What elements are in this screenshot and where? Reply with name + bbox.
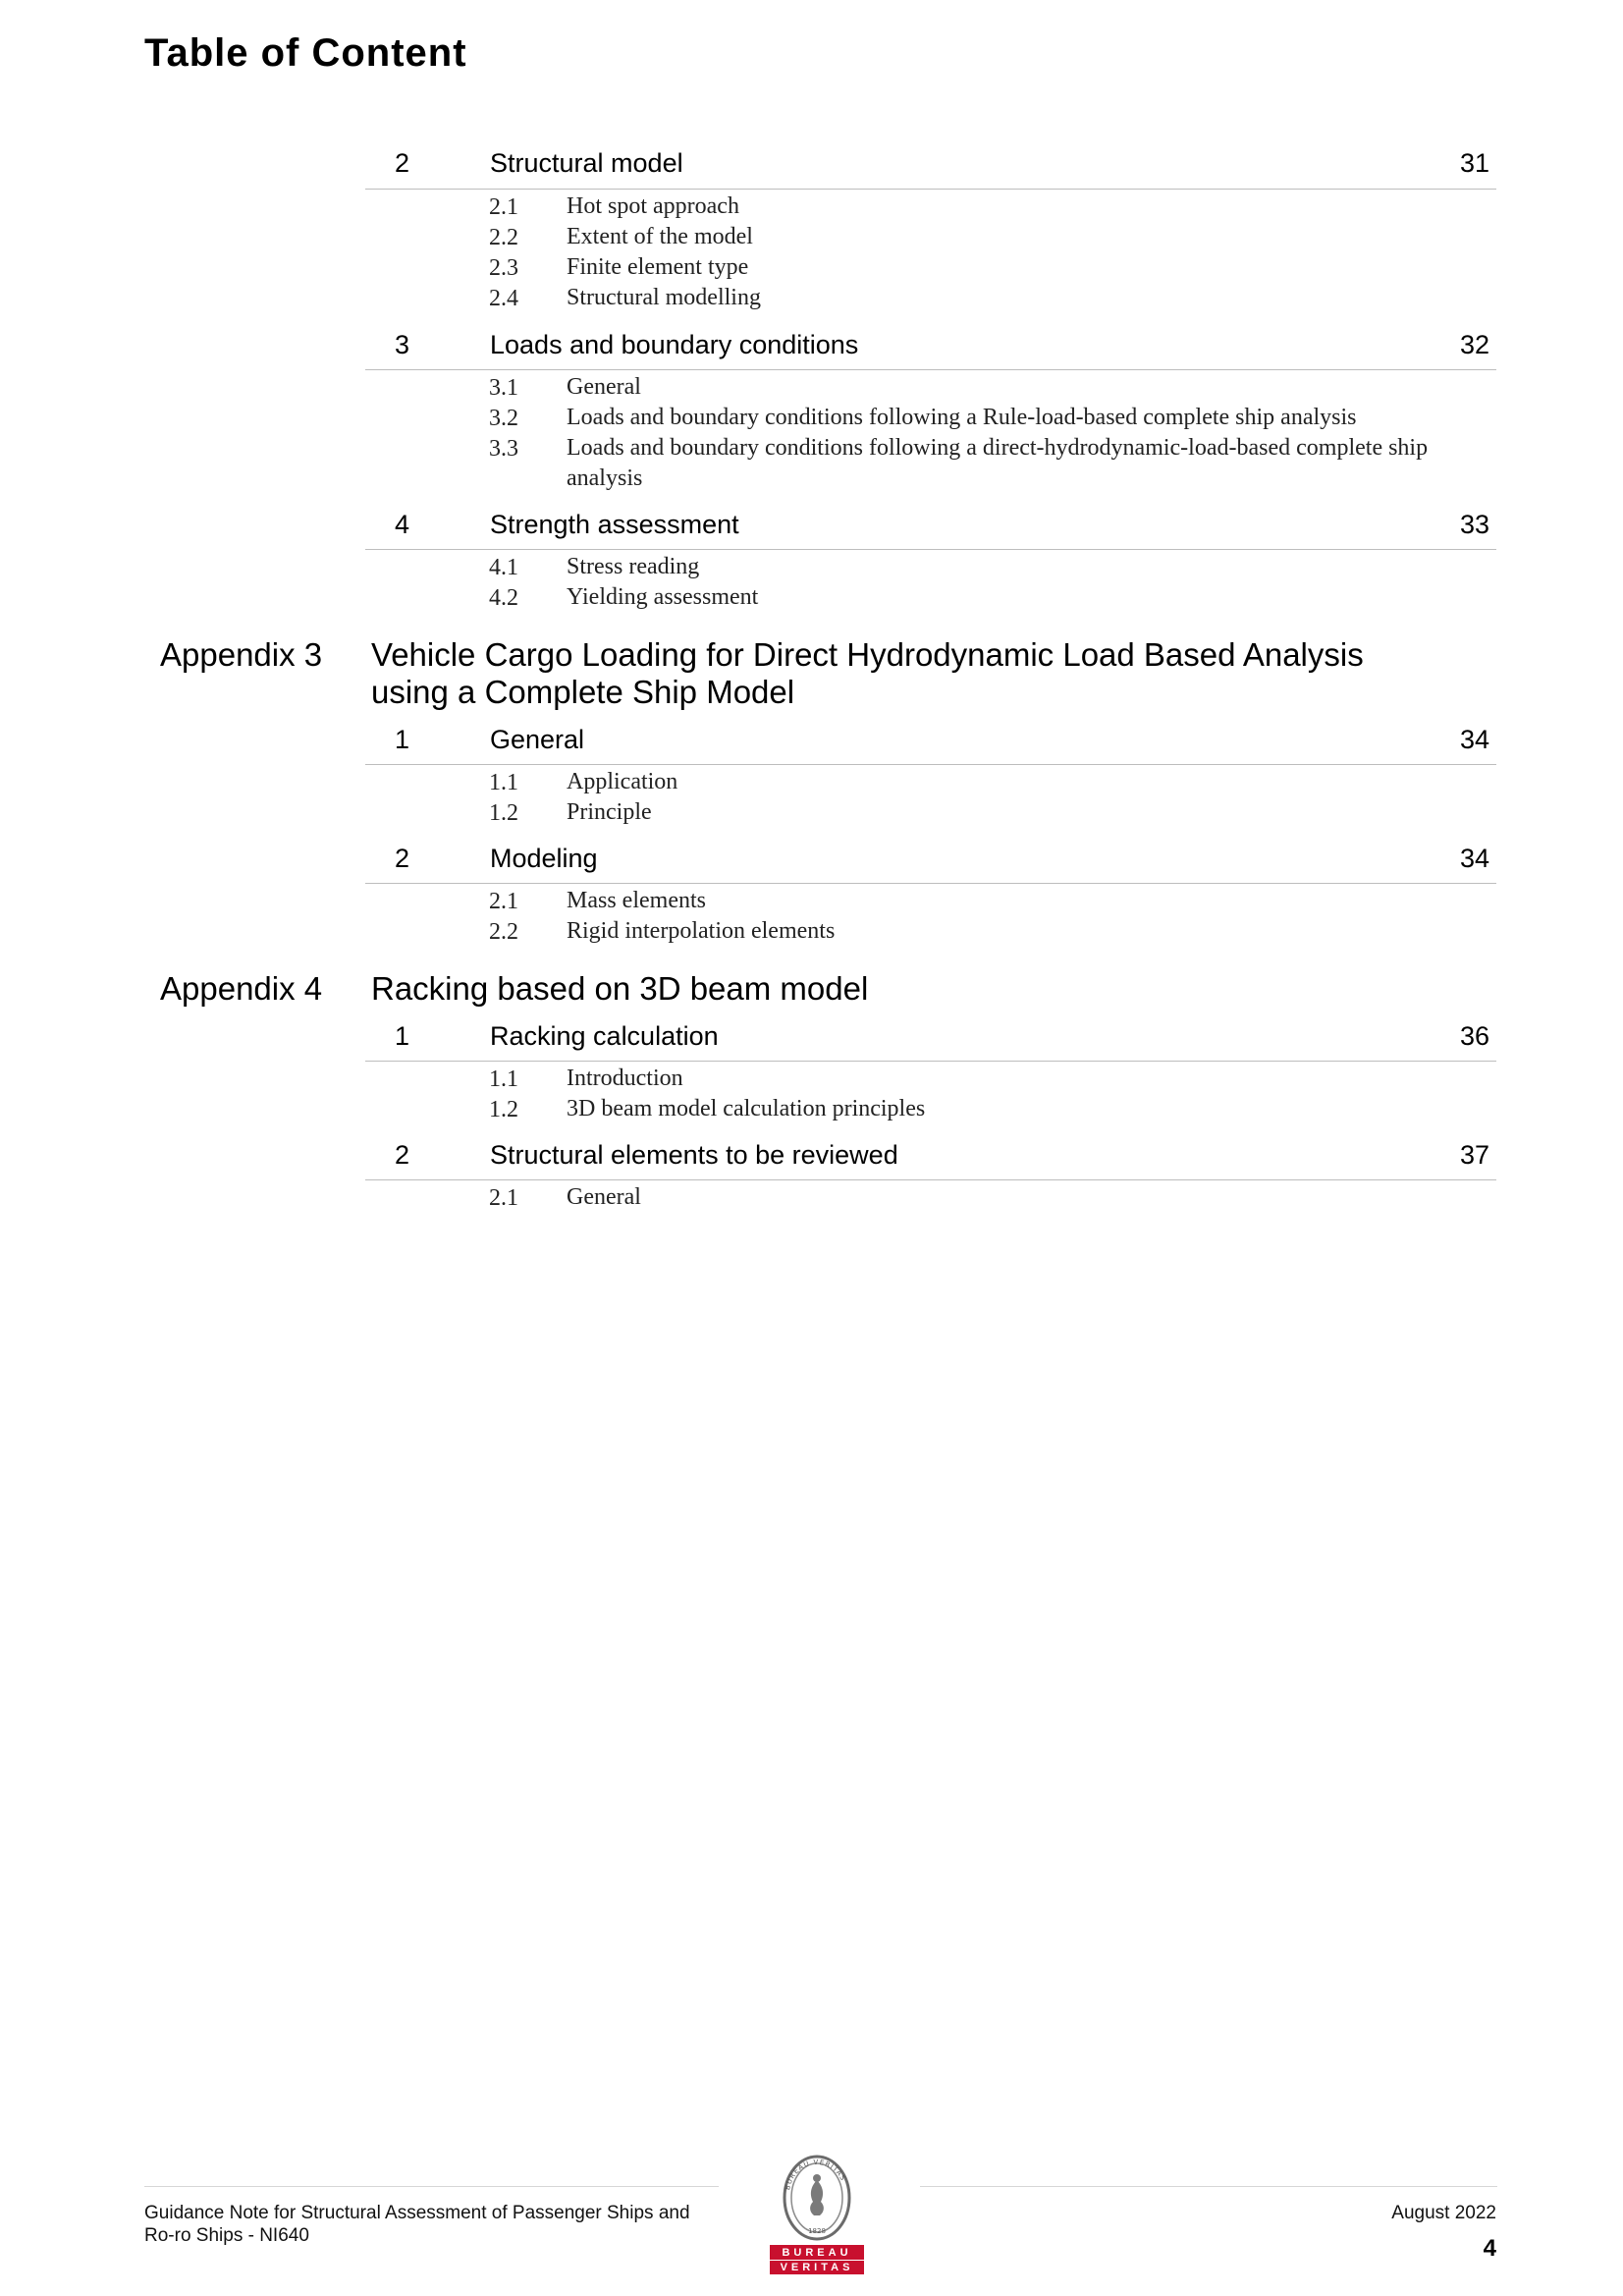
section-number: 1 — [395, 1021, 410, 1051]
logo-word: VERITAS — [770, 2260, 864, 2274]
section-title[interactable]: Loads and boundary conditions — [490, 330, 859, 359]
appendix-title[interactable]: Racking based on 3D beam model — [371, 970, 869, 1007]
section-divider — [365, 883, 1496, 884]
subsection-title[interactable]: Principle — [567, 799, 652, 825]
page-number: 4 — [1483, 2235, 1496, 2262]
section-number: 4 — [395, 510, 410, 539]
subsection-title[interactable]: Finite element type — [567, 254, 749, 280]
subsection-title[interactable]: Extent of the model — [567, 224, 753, 249]
subsection-number: 2.2 — [489, 919, 518, 945]
subsection-title[interactable]: Rigid interpolation elements — [567, 918, 836, 944]
page-title: Table of Content — [144, 31, 467, 75]
subsection-number: 1.1 — [489, 770, 518, 795]
subsection-number: 4.1 — [489, 555, 518, 580]
subsection-number: 2.4 — [489, 286, 518, 311]
section-number: 2 — [395, 1140, 410, 1170]
section-number: 2 — [395, 148, 410, 178]
subsection-number: 2.1 — [489, 889, 518, 914]
section-divider — [365, 1061, 1496, 1062]
subsection-number: 2.1 — [489, 1185, 518, 1211]
section-divider — [365, 549, 1496, 550]
subsection-title[interactable]: General — [567, 374, 641, 400]
logo-word: BUREAU — [782, 2247, 852, 2259]
footer-document-line: Ro-ro Ships - NI640 — [144, 2225, 309, 2246]
section-title[interactable]: Racking calculation — [490, 1021, 719, 1051]
subsection-number: 3.1 — [489, 375, 518, 401]
subsection-title[interactable]: Loads and boundary conditions following a Rule-load-based complete ship analysis — [567, 405, 1357, 430]
section-divider — [365, 189, 1496, 190]
section-page-number: 33 — [1459, 510, 1489, 539]
svg-text:1828: 1828 — [808, 2227, 826, 2235]
subsection-title[interactable]: Structural modelling — [567, 285, 761, 310]
footer-divider-right — [920, 2186, 1497, 2187]
subsection-number: 1.1 — [489, 1066, 518, 1092]
section-page-number: 34 — [1459, 844, 1489, 873]
appendix-title-line: using a Complete Ship Model — [371, 674, 795, 710]
section-title[interactable]: Modeling — [490, 844, 598, 873]
appendix-title[interactable] — [371, 636, 1490, 711]
subsection-number: 2.2 — [489, 225, 518, 250]
logo-seal-icon — [768, 2151, 866, 2245]
section-number: 1 — [395, 725, 410, 754]
section-title[interactable]: Structural elements to be reviewed — [490, 1140, 898, 1170]
section-title[interactable]: Strength assessment — [490, 510, 739, 539]
section-divider — [365, 369, 1496, 370]
section-divider — [365, 1179, 1496, 1180]
section-divider — [365, 764, 1496, 765]
section-page-number: 36 — [1459, 1021, 1489, 1051]
footer-document-title — [144, 2202, 690, 2247]
subsection-title[interactable]: Hot spot approach — [567, 193, 739, 219]
appendix-title-line: Vehicle Cargo Loading for Direct Hydrodynamic Load Based Analysis — [371, 636, 1364, 673]
footer-divider-left — [144, 2186, 719, 2187]
subsection-number: 2.1 — [489, 194, 518, 220]
subsection-title[interactable]: Introduction — [567, 1066, 683, 1091]
appendix-label: Appendix 4 — [160, 970, 323, 1007]
svg-text:BUREAU VERITAS: BUREAU VERITAS — [784, 2158, 847, 2191]
subsection-number: 4.2 — [489, 585, 518, 611]
section-title[interactable]: General — [490, 725, 585, 754]
section-page-number: 31 — [1459, 148, 1489, 178]
section-page-number: 37 — [1459, 1140, 1489, 1170]
subsection-title[interactable]: Stress reading — [567, 554, 700, 579]
section-number: 3 — [395, 330, 410, 359]
section-page-number: 34 — [1459, 725, 1489, 754]
subsection-number: 3.2 — [489, 406, 518, 431]
footer-document-line: Guidance Note for Structural Assessment of Passenger Ships and — [144, 2203, 690, 2223]
section-page-number: 32 — [1459, 330, 1489, 359]
appendix-label: Appendix 3 — [160, 636, 323, 673]
subsection-title[interactable]: Loads and boundary conditions following a direct-hydrodynamic-load-based complete ship analysis — [567, 435, 1429, 491]
subsection-title[interactable]: General — [567, 1184, 641, 1210]
subsection-number: 3.3 — [489, 436, 518, 462]
subsection-title[interactable]: Application — [567, 769, 678, 794]
subsection-number: 2.3 — [489, 255, 518, 281]
subsection-number: 1.2 — [489, 800, 518, 826]
footer-date: August 2022 — [1391, 2203, 1496, 2223]
section-number: 2 — [395, 844, 410, 873]
section-title[interactable]: Structural model — [490, 148, 683, 178]
bureau-veritas-logo — [768, 2151, 866, 2278]
subsection-title[interactable]: Yielding assessment — [567, 584, 759, 610]
subsection-title[interactable]: Mass elements — [567, 888, 706, 913]
subsection-title[interactable]: 3D beam model calculation principles — [567, 1096, 926, 1121]
subsection-number: 1.2 — [489, 1097, 518, 1122]
